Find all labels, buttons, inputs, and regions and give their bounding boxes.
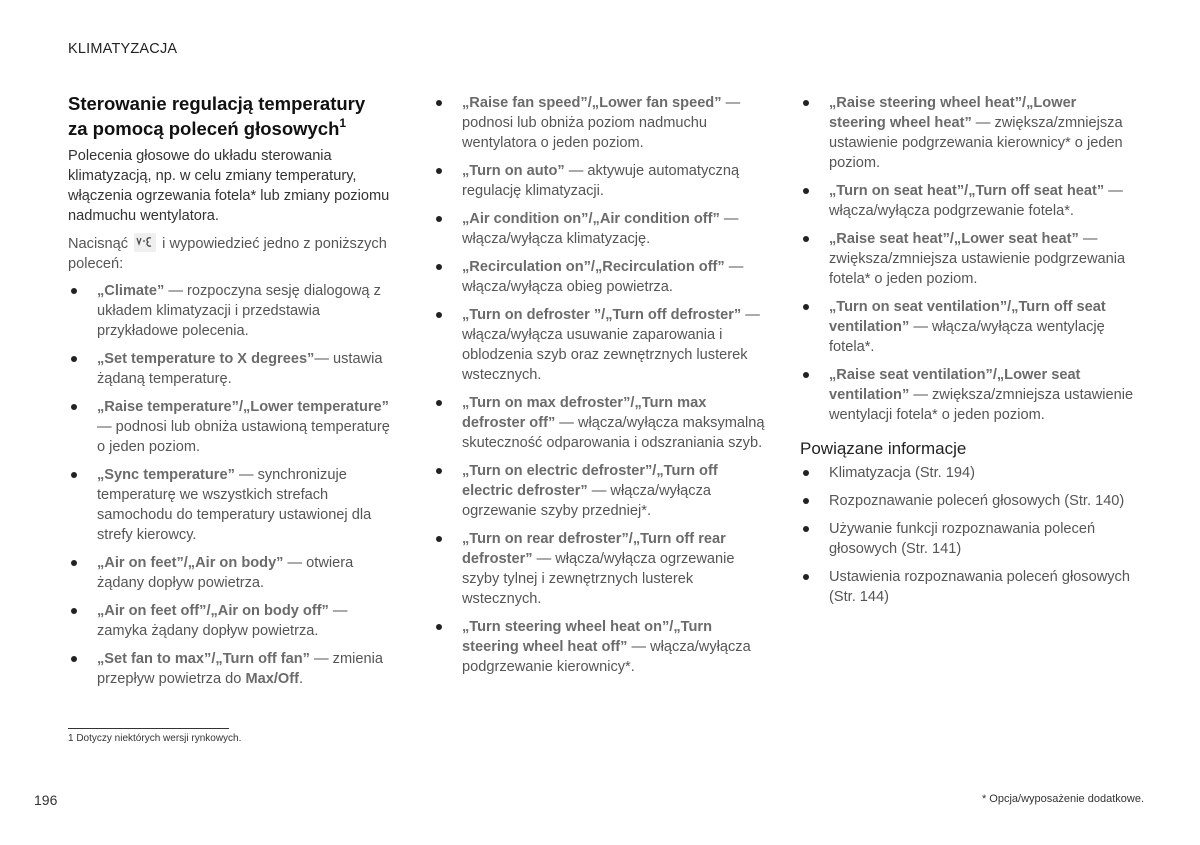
command-description-end: . bbox=[298, 671, 304, 688]
command-item bbox=[68, 349, 398, 389]
command-item bbox=[800, 365, 1135, 425]
command-phrase: „Turn on seat heat”/„Turn off seat heat” bbox=[829, 183, 1105, 199]
column-2 bbox=[433, 93, 768, 685]
command-phrase: „Turn steering wheel heat on”/„Turn steering wheel heat off” bbox=[462, 619, 713, 655]
command-description: — aktywuje automatyczną regulację klimatyzacji. bbox=[462, 163, 740, 199]
command-item bbox=[433, 529, 768, 609]
command-phrase: „Turn on auto” bbox=[462, 163, 565, 179]
section-title bbox=[68, 93, 398, 139]
command-description: — zwiększa/zmniejsza ustawienie podgrzewania kierownicy* o jeden poziom. bbox=[829, 115, 1123, 171]
column-1 bbox=[68, 93, 398, 697]
footnote-divider bbox=[68, 728, 229, 729]
command-phrase: „Raise temperature”/„Lower temperature” bbox=[97, 399, 389, 416]
command-description: — włącza/wyłącza maksymalną skuteczność odparowania i odszraniania szyb. bbox=[462, 415, 765, 451]
command-description: — ustawia żądaną temperaturę. bbox=[97, 351, 383, 388]
command-description: — włącza/wyłącza obieg powietrza. bbox=[462, 259, 744, 295]
related-link[interactable]: Używanie funkcji rozpoznawania poleceń głosowych (Str. 141) bbox=[800, 519, 1135, 559]
command-list-3 bbox=[800, 93, 1135, 425]
press-after-text: i wypowiedzieć jedno z poniższych poleceń: bbox=[68, 236, 387, 273]
command-item bbox=[433, 161, 768, 201]
related-link[interactable]: Klimatyzacja (Str. 194) bbox=[800, 463, 1135, 483]
command-description: — włącza/wyłącza podgrzewanie fotela*. bbox=[829, 183, 1123, 219]
command-item bbox=[68, 649, 398, 689]
command-item bbox=[433, 461, 768, 521]
press-before-text: Nacisnąć bbox=[68, 236, 129, 253]
command-phrase: „Turn on defroster ”/„Turn off defroster” bbox=[462, 307, 742, 323]
command-phrase: „Turn on max defroster”/„Turn max defroster off” bbox=[462, 395, 707, 431]
command-phrase: „Turn on seat ventilation”/„Turn off seat ventilation” bbox=[829, 299, 1106, 335]
command-description: — otwiera żądany dopływ powietrza. bbox=[97, 555, 354, 592]
command-phrase: „Raise steering wheel heat”/„Lower steering wheel heat” bbox=[829, 95, 1077, 131]
command-description: — włącza/wyłącza podgrzewanie kierownicy*. bbox=[462, 639, 751, 675]
command-item bbox=[433, 305, 768, 385]
related-link[interactable]: Ustawienia rozpoznawania poleceń głosowych (Str. 144) bbox=[800, 567, 1135, 607]
command-item bbox=[433, 393, 768, 453]
related-info-title: Powiązane informacje bbox=[800, 439, 967, 458]
command-description: — podnosi lub obniża poziom nadmuchu wentylatora o jeden poziom. bbox=[462, 95, 741, 151]
related-info-list bbox=[800, 463, 1135, 607]
command-item bbox=[68, 397, 398, 457]
command-description: — synchronizuje temperaturę we wszystkich strefach samochodu do temperatury ustawionej dla strefy kierowcy. bbox=[97, 467, 372, 544]
command-item bbox=[800, 181, 1135, 221]
command-item bbox=[68, 553, 398, 593]
command-description: — włącza/wyłącza ogrzewanie szyby przedniej*. bbox=[462, 483, 712, 519]
option-note: * Opcja/wyposażenie dodatkowe. bbox=[981, 793, 1144, 805]
command-item bbox=[68, 281, 398, 341]
command-list-1 bbox=[68, 281, 398, 689]
command-phrase: „Air condition on”/„Air condition off” bbox=[462, 211, 720, 227]
command-item bbox=[68, 465, 398, 545]
command-item bbox=[433, 257, 768, 297]
command-description: — włącza/wyłącza klimatyzację. bbox=[462, 211, 739, 247]
command-phrase: „Recirculation on”/„Recirculation off” bbox=[462, 259, 725, 275]
command-phrase: „Sync temperature” bbox=[97, 467, 235, 484]
command-item bbox=[800, 229, 1135, 289]
command-item bbox=[800, 297, 1135, 357]
command-phrase: „Raise fan speed”/„Lower fan speed” bbox=[462, 95, 722, 111]
footnote: 1 Dotyczy niektórych wersji rynkowych. bbox=[68, 733, 242, 744]
command-phrase: „Turn on electric defroster”/„Turn off electric defroster” bbox=[462, 463, 718, 499]
intro-paragraph: Polecenia głosowe do układu sterowania klimatyzacją, np. w celu zmiany temperatury, włączenia ogrzewania fotela* lub zmiany poziomu nadmuchu wentylatora. bbox=[68, 148, 390, 225]
command-phrase: „Set fan to max”/„Turn off fan” bbox=[97, 651, 310, 668]
press-instruction bbox=[68, 233, 398, 274]
command-item bbox=[433, 209, 768, 249]
command-description: — zwiększa/zmniejsza ustawienie wentylacji fotela* o jeden poziom. bbox=[829, 387, 1134, 423]
page-header: KLIMATYZACJA bbox=[68, 41, 178, 57]
command-description: — włącza/wyłącza ogrzewanie szyby tylnej i zewnętrznych lusterek wstecznych. bbox=[462, 551, 735, 607]
command-description: — włącza/wyłącza wentylację fotela*. bbox=[829, 319, 1105, 355]
command-item bbox=[433, 617, 768, 677]
command-description: — zmienia przepływ powietrza do bbox=[97, 651, 383, 688]
command-item bbox=[68, 601, 398, 641]
footnote-ref: 1 bbox=[339, 116, 347, 130]
command-value: Max/Off bbox=[245, 671, 299, 688]
command-list-2 bbox=[433, 93, 768, 677]
command-description: — rozpoczyna sesję dialogową z układem klimatyzacji i przedstawia przykładowe polecenia. bbox=[97, 283, 381, 340]
section-title-line2: za pomocą poleceń głosowych bbox=[68, 118, 340, 140]
command-phrase: „Set temperature to X degrees” bbox=[97, 351, 315, 368]
voice-control-icon bbox=[134, 233, 156, 252]
command-phrase: „Raise seat ventilation”/„Lower seat ventilation” bbox=[829, 367, 1081, 403]
command-phrase: „Air on feet”/„Air on body” bbox=[97, 555, 284, 572]
command-description: — podnosi lub obniża ustawioną temperaturę o jeden poziom. bbox=[97, 419, 390, 456]
section-title-line1: Sterowanie regulacją temperatury bbox=[68, 93, 366, 114]
command-phrase: „Air on feet off”/„Air on body off” bbox=[97, 603, 329, 620]
column-3 bbox=[800, 93, 1135, 615]
command-description: — włącza/wyłącza usuwanie zaparowania i oblodzenia szyb oraz zewnętrznych lusterek wstecznych. bbox=[462, 307, 760, 383]
command-item bbox=[800, 93, 1135, 173]
command-phrase: „Raise seat heat”/„Lower seat heat” bbox=[829, 231, 1079, 247]
page-number: 196 bbox=[34, 792, 58, 808]
command-description: — zamyka żądany dopływ powietrza. bbox=[97, 603, 348, 640]
related-link[interactable]: Rozpoznawanie poleceń głosowych (Str. 140) bbox=[800, 491, 1135, 511]
command-description: — zwiększa/zmniejsza ustawienie podgrzewania fotela* o jeden poziom. bbox=[829, 231, 1126, 287]
command-item bbox=[433, 93, 768, 153]
command-phrase: „Climate” bbox=[97, 283, 165, 300]
command-phrase: „Turn on rear defroster”/„Turn off rear defroster” bbox=[462, 531, 726, 567]
